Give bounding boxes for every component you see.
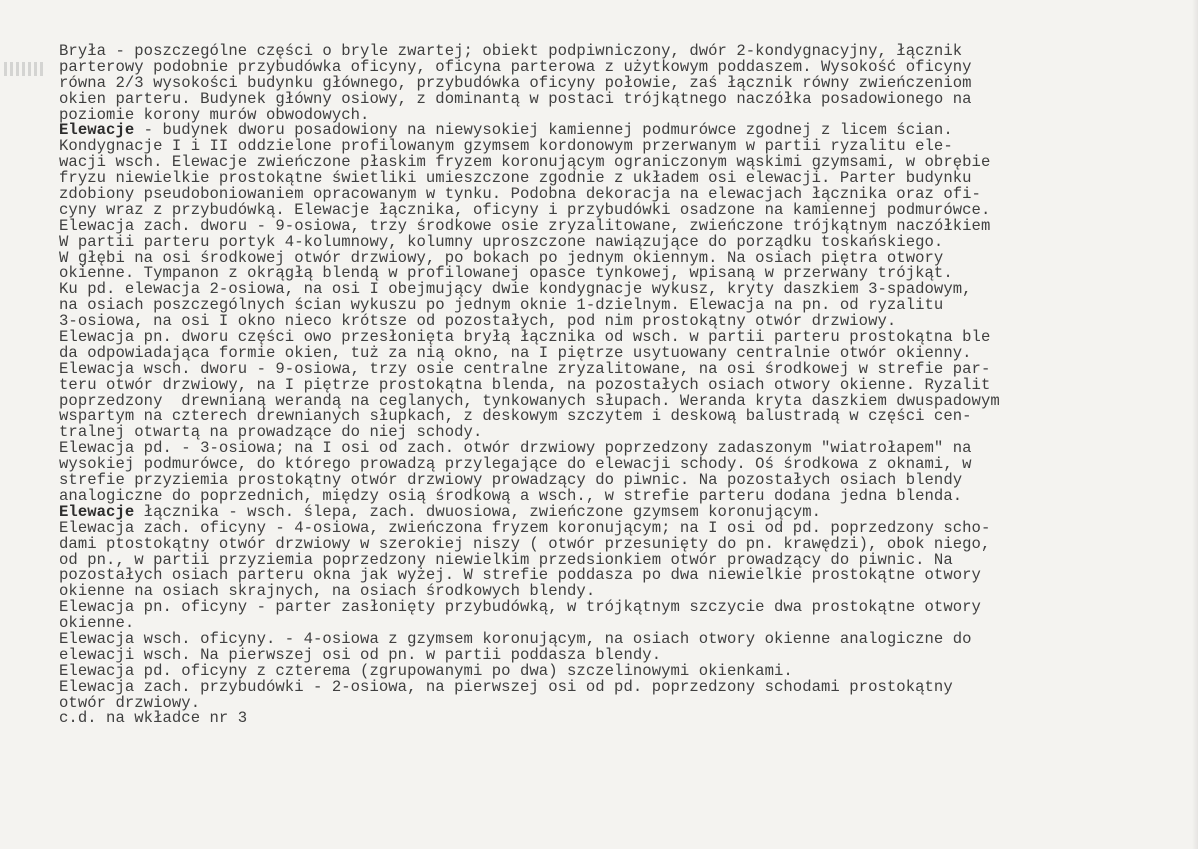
line-text: c.d. na wkładce nr 3	[59, 709, 248, 728]
typewritten-text	[59, 44, 1169, 727]
line-text: - budynek dworu posadowiony na niewysokiej kamiennej podmurówce zgodnej z licem ścian.	[134, 121, 953, 140]
line-text: da odpowiadająca formie okien, tuż za nią okno, na I piętrze usytuowany centralnie otwór okienny.	[59, 343, 972, 362]
line-text: okien parteru. Budynek główny osiowy, z dominantą w postaci trójkątnego naczółka posadowionego na	[59, 89, 972, 108]
line-text: Bryła - poszczególne części o bryle zwartej; obiekt podpiwniczony, dwór 2-kondygnacyjny, łącznik	[59, 42, 963, 60]
line-text: strefie przyziemia prostokątny otwór drzwiowy prowadzący do piwnic. Na pozostałych osiach blendy	[59, 471, 963, 490]
line-text: Elewacja pd. - 3-osiowa; na I osi od zach. otwór drzwiowy poprzedzony zadaszonym "wiatrołapem" na	[59, 439, 972, 458]
line-text: dami ptostokątny otwór drzwiowy w szerokiej niszy ( otwór przesunięty do pn. krawędzi), obok niego,	[59, 534, 991, 553]
line-text: W głębi na osi środkowej otwór drzwiowy, po bokach po jednym okiennym. Na osiach piętra otwory	[59, 248, 944, 267]
line-text: poziomie korony murów obwodowych.	[59, 105, 370, 124]
line-text: okienne.	[59, 614, 135, 633]
text-line	[59, 677, 1169, 696]
line-text: równa 2/3 wysokości budynku głównego, przybudówka oficyny połowie, zaś łącznik równy zwieńczeniom	[59, 73, 972, 92]
line-text: fryzu niewielkie prostokątne świetliki umieszczone zgodnie z układem osi elewacji. Parter budynku	[59, 169, 972, 188]
punch-marks	[4, 62, 44, 76]
line-text: Elewacja pn. oficyny - parter zasłonięty przybudówką, w trójkątnym szczycie dwa prostokątne otwory	[59, 598, 981, 617]
line-text: Elewacja zach. przybudówki - 2-osiowa, na pierwszej osi od pd. poprzedzony schodami prostokątny	[59, 677, 953, 696]
line-text: 3-osiowa, na osi I okno nieco krótsze od pozostałych, pod nim prostokątny otwór drzwiowy.	[59, 312, 897, 331]
line-text: W partii parteru portyk 4-kolumnowy, kolumny uproszczone nawiązujące do porządku toskańskiego.	[59, 232, 944, 251]
line-text: tralnej otwartą na prowadzące do niej schody.	[59, 423, 483, 442]
line-text: Elewacja pn. dworu części owo przesłonięta bryłą łącznika od wsch. w partii parteru prostokątna ble	[59, 328, 991, 347]
line-text: okienne. Tympanon z okrągłą blendą w profilowanej opasce tynkowej, wpisaną w przerwany trójkąt.	[59, 264, 953, 283]
line-text: otwór drzwiowy.	[59, 693, 201, 712]
line-text: od pn., w partii przyziemia poprzedzony niewielkim przedsionkiem otwór prowadzący do piwnic. Na	[59, 550, 953, 569]
line-text: Ku pd. elewacja 2-osiowa, na osi I obejmujący dwie kondygnacje wykusz, kryty daszkiem 3-spadowym,	[59, 280, 972, 299]
line-text: Elewacja zach. oficyny - 4-osiowa, zwieńczona fryzem koronującym; na I osi od pd. poprzedzony scho-	[59, 518, 991, 537]
line-text: na osiach poszczególnych ścian wykuszu po jednym oknie 1-dzielnym. Elewacja na pn. od ryzalitu	[59, 296, 944, 315]
line-text: Elewacja wsch. dworu - 9-osiowa, trzy osie centralne zryzalitowane, na osi środkowej w strefie par-	[59, 359, 991, 378]
line-text: wspartym na czterech drewnianych słupkach, z deskowym szczytem i deskową balustradą w części cen-	[59, 407, 972, 426]
line-text: analogiczne do poprzednich, między osią środkową a wsch., w strefie parteru dodana jedna blenda.	[59, 486, 963, 505]
line-text: elewacji wsch. Na pierwszej osi od pn. w partii poddasza blendy.	[59, 645, 662, 664]
line-text: Elewacja pd. oficyny z czterema (zgrupowanymi po dwa) szczelinowymi okienkami.	[59, 661, 793, 680]
line-text: łącznika - wsch. ślepa, zach. dwuosiowa, zwieńczone gzymsem koronującym.	[134, 502, 822, 521]
line-text: Elewacja zach. dworu - 9-osiowa, trzy środkowe osie zryzalitowane, zwieńczone trójkątnym naczółkiem	[59, 216, 991, 235]
section-heading: Elewacje	[59, 121, 135, 140]
line-text: wacji wsch. Elewacje zwieńczone płaskim fryzem koronującym ograniczonym wąskimi gzymsami, w obrębie	[59, 153, 991, 172]
page-edge-shadow	[1192, 0, 1198, 849]
line-text: okienne na osiach skrajnych, na osiach środkowych blendy.	[59, 582, 596, 601]
section-heading: Elewacje	[59, 502, 135, 521]
line-text: zdobiony pseudoboniowaniem opracowanym w tynku. Podobna dekoracja na elewacjach łącznika oraz ofi-	[59, 185, 981, 204]
line-text: Elewacja wsch. oficyny. - 4-osiowa z gzymsem koronującym, na osiach otwory okienne analogiczne do	[59, 629, 972, 648]
line-text: poprzedzony drewnianą werandą na ceglanych, tynkowanych słupach. Weranda kryta daszkiem dwuspadowym	[59, 391, 1000, 410]
line-text: cyny wraz z przybudówką. Elewacje łącznika, oficyny i przybudówki osadzone na kamiennej podmurówce.	[59, 200, 991, 219]
line-text: pozostałych osiach parteru okna jak wyżej. W strefie poddasza po dwa niewielkie prostokątne otwory	[59, 566, 981, 585]
text-line	[59, 600, 1169, 616]
line-text: teru otwór drzwiowy, na I piętrze prostokątna blenda, na pozostałych osiach otwory okienne. Ryzalit	[59, 375, 991, 394]
line-text: parterowy podobnie przybudówka oficyny, oficyna parterowa z użytkowym poddaszem. Wysokość oficyny	[59, 57, 972, 76]
text-line	[59, 711, 1169, 727]
line-text: wysokiej podmurówce, do którego prowadzą przylegające do elewacji schody. Oś środkowa z oknami, w	[59, 455, 972, 474]
line-text: Kondygnacje I i II oddzielone profilowanym gzymsem kordonowym przerwanym w partii ryzalitu ele-	[59, 137, 953, 156]
